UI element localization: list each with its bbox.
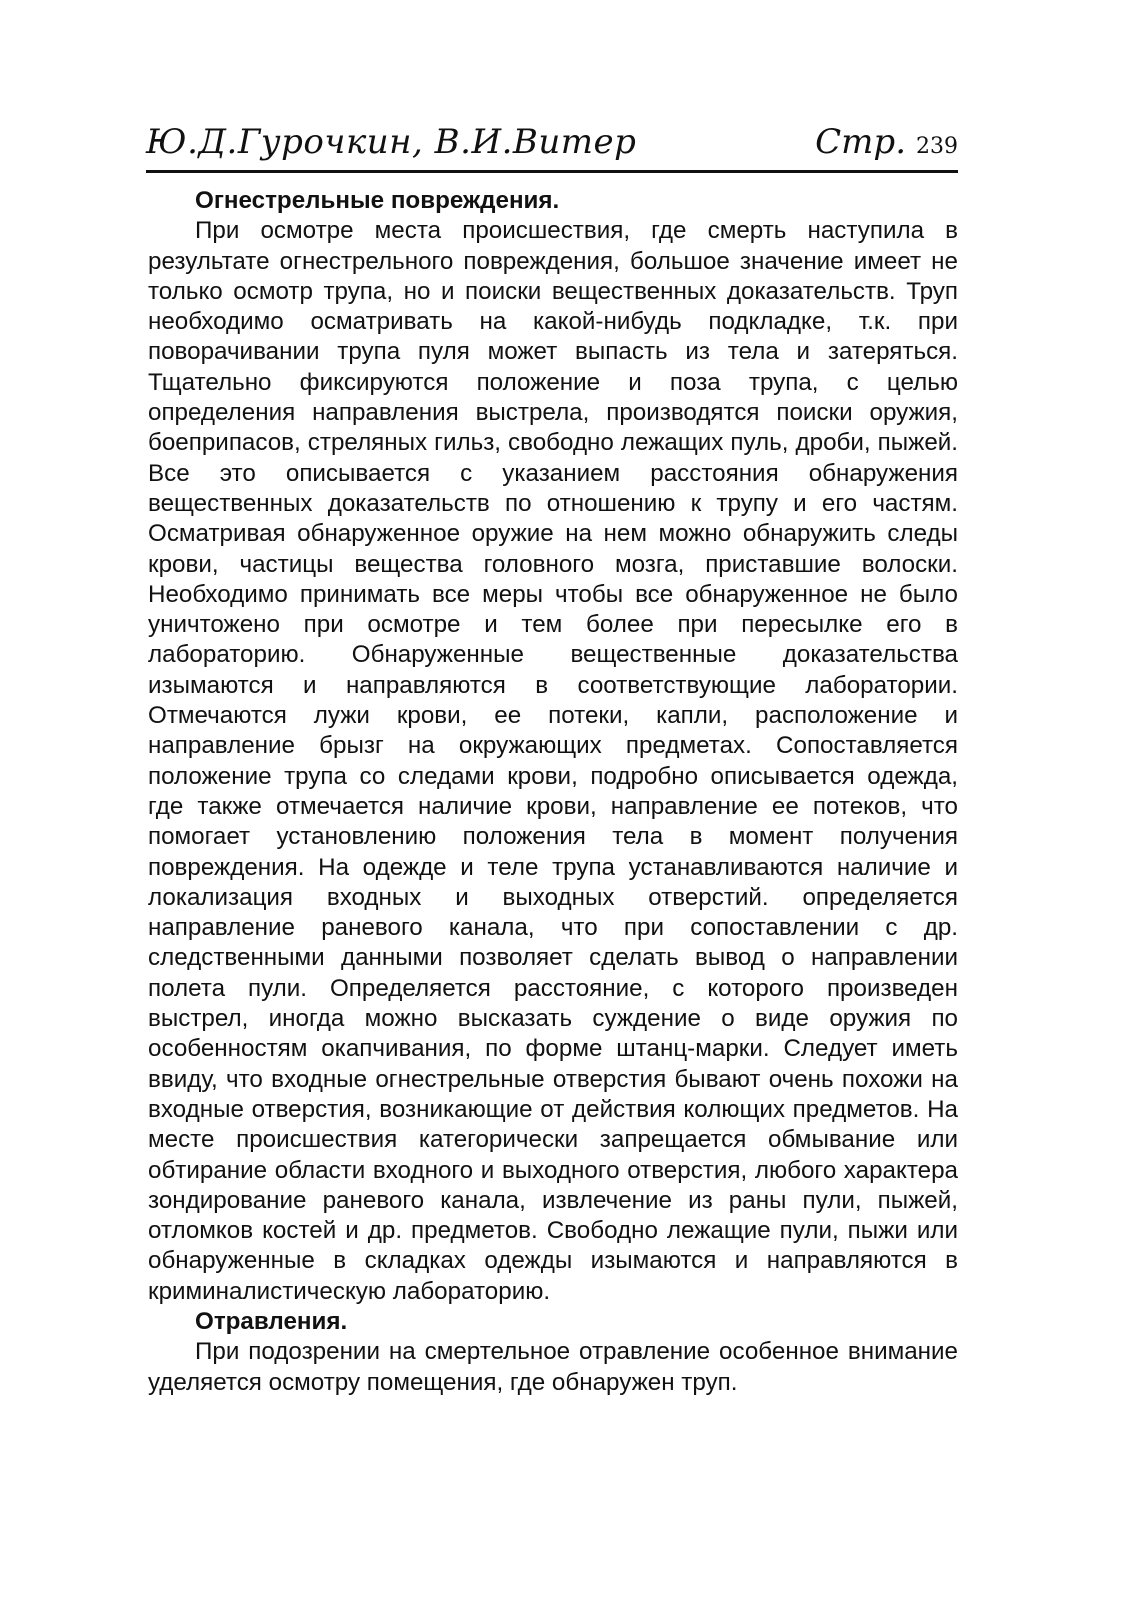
header-page-label: Стр.	[815, 122, 906, 162]
running-header	[146, 118, 958, 168]
section-heading-poisoning: Отравления.	[195, 1307, 348, 1335]
page-number: 239	[916, 134, 958, 159]
section-heading-gunshot: Огнестрельные повреждения.	[195, 187, 560, 214]
header-authors: Ю.Д.Гурочкин, В.И.Витер	[146, 122, 637, 162]
section-paragraph-gunshot: При осмотре места происшествия, где смерть наступила в результате огнестрельного повреждения, большое значение имеет не только осмотр трупа, но и поиски вещественных доказательств. Труп необходимо осматривать на какой-нибудь подкладке, т.к. при поворачивании трупа пуля может выпасть из тела и затеряться. Тщательно фиксируются положение и поза трупа, с целью определения направления выстрела, производятся поиски оружия, боеприпасов, стреляных гильз, свободно лежащих пуль, дроби, пыжей. Все это описывается с указанием расстояния обнаружения вещественных доказательств по отношению к трупу и его частям. Осматривая обнаруженное оружие на нем можно обнаружить следы крови, частицы вещества головного мозга, приставшие волоски. Необходимо принимать все меры чтобы все обнаруженное не было уничтожено при осмотре и тем более при пересылке его в лабораторию. Обнаруженные вещественные доказательства изымаются и направляются в соответствующие лаборатории. Отмечаются лужи крови, ее потеки, капли, расположение и направление брызг на окружающих предметах. Сопоставляется положение трупа со следами крови, подробно описывается одежда, где также отмечается наличие крови, направление ее потеков, что помогает установлению положения тела в момент получения повреждения. На одежде и теле трупа устанавливаются наличие и локализация входных и выходных отверстий. определяется направление раневого канала, что при сопоставлении с др. следственными данными позволяет сделать вывод о направлении полета пули. Определяется расстояние, с которого произведен выстрел, иногда можно высказать суждение о виде оружия по особенностям окапчивания, по форме штанц-марки. Следует иметь ввиду, что входные огнестрельные отверстия бывают очень похожи на входные отверстия, возникающие от действия колющих предметов. На месте происшествия категорически запрещается обмывание или обтирание области входного и выходного отверстия, любого характера зондирование раневого канала, извлечение из раны пули, пыжей, отломков костей и др. предметов. Свободно лежащие пули, пыжи или обнаруженные в складках одежды изымаются и направляются в криминалистическую лабораторию.	[148, 217, 958, 1305]
header-page-reference	[815, 122, 958, 162]
page-body	[148, 186, 958, 1398]
header-rule	[146, 170, 958, 173]
section-paragraph-poisoning: При подозрении на смертельное отравление особенное внимание уделяется осмотру помещения, где обнаружен труп.	[148, 1338, 958, 1396]
